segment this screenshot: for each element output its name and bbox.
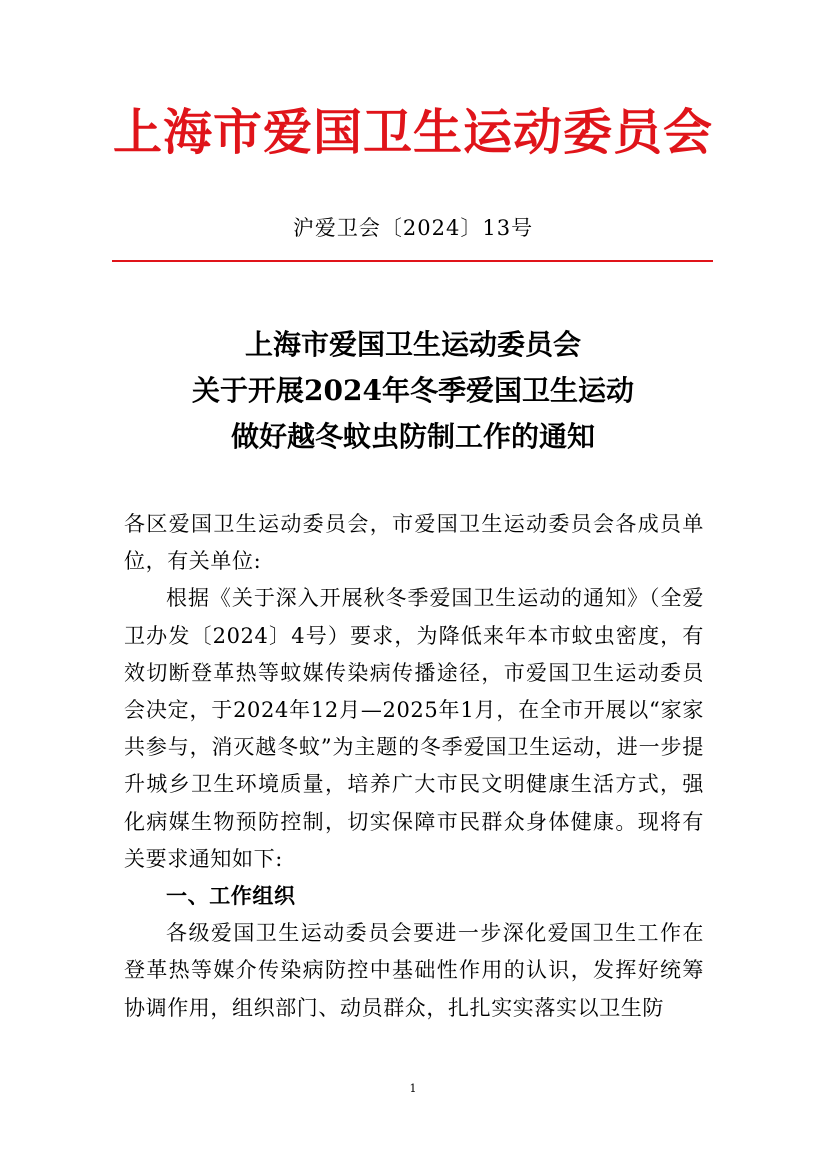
page-number: 1: [409, 1082, 417, 1095]
recipients-paragraph: 各区爱国卫生运动委员会，市爱国卫生运动委员会各成员单位，有关单位:: [124, 512, 704, 574]
document-body: [124, 506, 704, 1027]
section-heading-1: 一、工作组织: [166, 884, 296, 909]
title-line-2: 关于开展2024年冬季爱国卫生运动: [192, 374, 634, 407]
title-line-3: 做好越冬蚊虫防制工作的通知: [230, 420, 595, 453]
document-number: 沪爱卫会〔2024〕13号: [292, 216, 534, 240]
document-title: [0, 322, 826, 460]
title-line-1: 上海市爱国卫生运动委员会: [244, 328, 581, 361]
body-paragraph-1: 根据《关于深入开展秋冬季爱国卫生运动的通知》（全爱卫办发〔2024〕4号）要求，为降低来年本市蚊虫密度，有效切断登革热等蚊媒传染病传播途径，市爱国卫生运动委员会决定，于2024年12月—2025年1月，在全市开展以“家家共参与，消灭越冬蚊”为主题的冬季爱国卫生运动，进一步提升城乡卫生环境质量，培养广大市民文明健康生活方式，强化病媒生物预防控制，切实保障市民群众身体健康。现将有关要求通知如下:: [124, 586, 704, 871]
issuing-organization-header: 上海市爱国卫生运动委员会: [112, 103, 713, 161]
red-separator-line: [112, 260, 713, 262]
body-paragraph-2: 各级爱国卫生运动委员会要进一步深化爱国卫生工作在登革热等媒介传染病防控中基础性作用的认识，发挥好统筹协调作用，组织部门、动员群众，扎扎实实落实以卫生防: [124, 921, 704, 1020]
